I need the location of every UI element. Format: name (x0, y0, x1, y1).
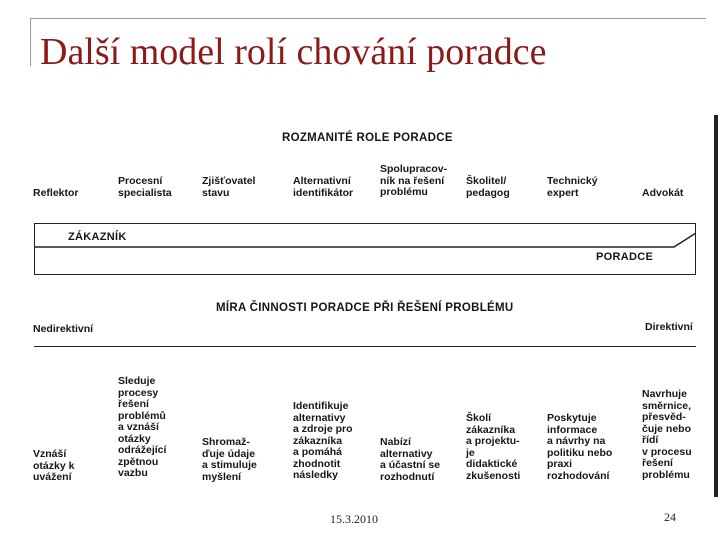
client-consultant-divider (34, 223, 696, 275)
activity-desc-5: Nabízí alternativy a účastní se rozhodnutí (380, 436, 441, 483)
activity-desc-3: Shromaž- ďuje údaje a stimuluje myšlení (202, 436, 257, 483)
client-consultant-diagram (34, 223, 696, 275)
roles-heading: ROZMANITÉ ROLE PORADCE (282, 132, 453, 144)
role-fact-finder: Zjišťovatel stavu (202, 175, 256, 199)
title-frame-left-line (30, 18, 31, 66)
activity-desc-1: Vznáší otázky k uvážení (33, 448, 75, 483)
role-process-specialist: Procesní specialista (118, 175, 172, 199)
slide-title: Další model rolí chování poradce (40, 31, 547, 73)
activity-desc-7: Poskytuje informace a návrhy na politiku nebo praxi rozhodování (547, 412, 613, 482)
client-label: ZÁKAZNÍK (68, 231, 127, 243)
scan-edge-border (714, 115, 718, 497)
consultant-label: PORADCE (596, 251, 654, 263)
role-technical-expert: Technický expert (547, 175, 598, 199)
directive-label: Direktivní (645, 321, 693, 333)
activity-desc-4: Identifikuje alternativy a zdroje pro zákazníka a pomáhá zhodnotit následky (293, 400, 353, 481)
role-trainer: Školitel/ pedagog (466, 175, 510, 199)
footer-date: 15.3.2010 (330, 512, 378, 526)
title-frame-top-line (30, 18, 706, 19)
activity-scale-line (34, 346, 696, 347)
role-alternative-identifier: Alternativní identifikátor (293, 175, 354, 199)
page-number: 24 (664, 510, 676, 524)
activity-desc-2: Sleduje procesy řešení problémů a vznáší otázky odrážející zpětnou vazbu (118, 375, 167, 479)
role-advocate: Advokát (642, 187, 684, 199)
nondirective-label: Nedirektivní (33, 323, 94, 335)
role-reflector: Reflektor (33, 187, 79, 199)
activity-desc-6: Školí zákazníka a projektu- je didaktické zkušenosti (466, 412, 521, 482)
role-collaborator: Spolupracov- ník na řešení problému (380, 163, 448, 198)
activity-heading: MÍRA ČINNOSTI PORADCE PŘI ŘEŠENÍ PROBLÉMU (216, 302, 514, 314)
activity-desc-8: Navrhuje směrnice, přesvěd- čuje nebo řídí v procesu řešení problému (642, 388, 692, 481)
